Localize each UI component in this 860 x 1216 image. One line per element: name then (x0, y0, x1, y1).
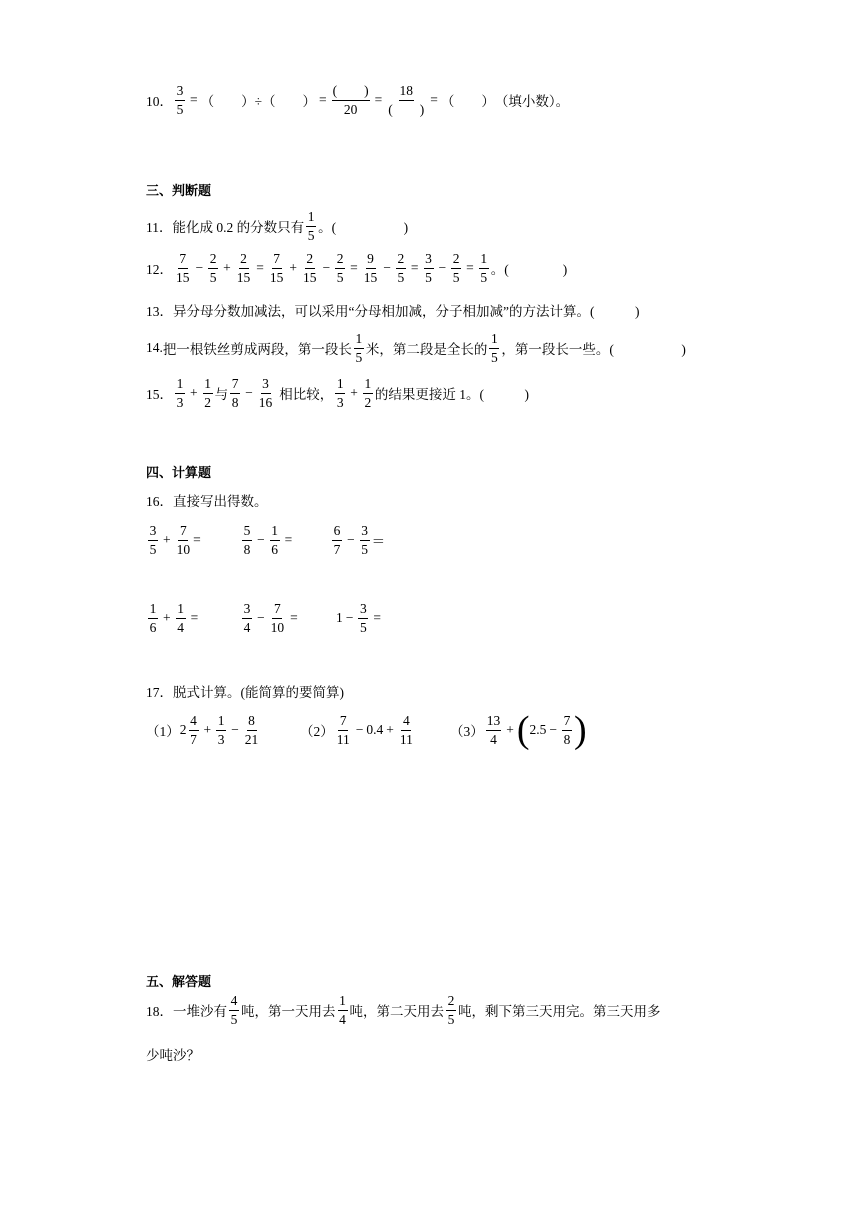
answer-parens: 。( ) (318, 220, 409, 235)
operator: − (322, 260, 331, 275)
blank-parens: （ ） (440, 94, 495, 109)
fraction: $\frac{3}{5}$ (176, 83, 184, 117)
section-heading-judge: 三、判断题 (146, 184, 212, 199)
fraction: $\frac{2}{5}$ (452, 251, 460, 285)
fraction: $\frac{1}{5}$ (355, 331, 363, 365)
fraction: $\frac{9}{15}$ (363, 251, 378, 285)
fraction: $\frac{2}{15}$ (303, 251, 317, 285)
calc-item: 1 − $\frac{3}{5}$ = (336, 601, 381, 635)
question-16 (146, 490, 268, 510)
question-17 (146, 681, 344, 701)
question-text: 把一根铁丝剪成两段，第一段长 (162, 342, 352, 357)
fraction: $\frac{4}{7}$ (190, 713, 197, 747)
calc-item: $\frac{3}{4}$ − $\frac{7}{10}$ = (243, 601, 298, 635)
question-18-line2: 少吨沙？ (146, 1048, 200, 1063)
question-text: ，第一段长一些。( ) (501, 342, 686, 357)
left-paren: ( (516, 709, 530, 751)
question-number: 11． (146, 220, 173, 235)
expression (173, 252, 491, 284)
question-number: 17． (146, 685, 173, 700)
fraction: $\frac{8}{21}$ (244, 713, 259, 747)
fraction: $\frac{1}{5}$ (480, 251, 488, 285)
fraction: $\frac{3}{5}$ (425, 251, 432, 285)
operator: + (289, 260, 297, 275)
right-paren: ) (574, 709, 587, 751)
calc-item-1: （1） 2 $\frac{4}{7}$ + $\frac{1}{3}$ − $\frac{8}{21}$ (146, 713, 259, 747)
fraction: $\frac{3}{4}$ (243, 601, 251, 635)
question-11 (146, 206, 408, 246)
operator: − (438, 260, 447, 275)
fraction: $\frac{1}{6}$ (149, 601, 157, 635)
question-text: 米，第二段是全长的 (365, 342, 488, 357)
question-14 (146, 328, 686, 368)
question-18: 18． 一堆沙有 $\frac{4}{5}$ 吨，第一天用去 $\frac{1}{4}$ 吨，第二天用去 $\frac{2}{5}$ 吨，剩下第三天用完。第三天用多 (146, 993, 661, 1027)
fraction: $\frac{7}{15}$ (176, 251, 190, 285)
calc-item: $\frac{3}{5}$ + $\frac{7}{10}$ = (149, 523, 201, 557)
fraction: $\frac{7}{8}$ (231, 376, 239, 410)
fraction: $\frac{18}{( )}$ (388, 83, 425, 117)
fraction: $\frac{1}{5}$ (307, 209, 315, 243)
question-12 (146, 248, 567, 288)
fraction: $\frac{1}{3}$ (336, 376, 344, 410)
fraction: $\frac{1}{5}$ (491, 331, 498, 365)
fraction: $\frac{3}{5}$ (361, 523, 368, 557)
fraction: $\frac{3}{5}$ (360, 601, 367, 635)
question-15: 15． $\frac{1}{3}$ + $\frac{1}{2}$ 与 $\frac{7}{8}$ − $\frac{3}{16}$ 相比较， $\frac{1}{3}$ + $\frac{1}{2}$ 的结果更接近 1。( ) (146, 376, 529, 410)
question-number: 14. (146, 340, 163, 355)
operator: = (410, 260, 419, 275)
operator: = (256, 260, 264, 275)
fraction: $\frac{6}{7}$ (333, 523, 341, 557)
fraction: $\frac{2}{5}$ (209, 251, 217, 285)
fraction: $\frac{7}{10}$ (270, 601, 285, 635)
blank-parens: （ ）÷（ ） (200, 94, 317, 109)
fraction: $\frac{1}{4}$ (339, 993, 346, 1027)
section-heading-answer: 五、解答题 (146, 975, 212, 990)
fraction: $\frac{1}{2}$ (204, 376, 211, 410)
fraction: $\frac{3}{5}$ (149, 523, 157, 557)
operator: − (383, 260, 391, 275)
operator: = (466, 260, 474, 275)
question-13 (146, 300, 639, 320)
question-number: 18． (146, 1004, 173, 1019)
question-10: 10． $\frac{3}{5}$ = （ ）÷（ ） = $\frac{( )}{20}$ = $\frac{18}{( )}$ = （ ） （填小数）。 (146, 83, 570, 117)
calc-item: $\frac{6}{7}$ − $\frac{3}{5}$ ＝ (333, 523, 386, 557)
question-text: 直接写出得数。 (173, 494, 268, 509)
calc-item-3: （3） $\frac{13}{4}$ + ( 2.5 − $\frac{7}{8}$ ) (450, 709, 587, 751)
fraction: $\frac{2}{5}$ (397, 251, 405, 285)
question-number: 15． (146, 387, 173, 402)
question-text: （填小数）。 (494, 94, 570, 109)
operator: = (350, 260, 358, 275)
fraction: $\frac{1}{4}$ (177, 601, 184, 635)
calc-item-2: （2） $\frac{7}{11}$ − 0.4 + $\frac{4}{11}$ (300, 713, 413, 747)
question-number: 13． (146, 304, 173, 319)
question-number: 12． (146, 262, 173, 277)
fraction: $\frac{1}{3}$ (176, 376, 184, 410)
section-heading-calc: 四、计算题 (146, 466, 212, 481)
fraction: $\frac{1}{3}$ (217, 713, 225, 747)
fraction: $\frac{7}{8}$ (563, 713, 571, 747)
answer-parens: 。( ) (490, 262, 568, 277)
question-text: 能化成 0.2 的分数只有 (172, 220, 305, 235)
fraction: $\frac{13}{4}$ (486, 713, 501, 747)
question-text: 脱式计算。(能简算的要简算) (173, 685, 344, 700)
fraction: $\frac{7}{15}$ (269, 251, 284, 285)
calc-item: $\frac{1}{6}$ + $\frac{1}{4}$ = (149, 601, 199, 635)
operator: + (223, 260, 231, 275)
fraction: $\frac{3}{16}$ (258, 376, 273, 410)
operator: − (195, 260, 204, 275)
fraction: $\frac{4}{5}$ (230, 993, 238, 1027)
fraction: $\frac{1}{6}$ (271, 523, 278, 557)
fraction: $\frac{7}{10}$ (176, 523, 191, 557)
fraction: $\frac{7}{11}$ (336, 713, 350, 747)
fraction: $\frac{1}{2}$ (364, 376, 372, 410)
fraction: $\frac{4}{11}$ (399, 713, 413, 747)
fraction: $\frac{2}{5}$ (447, 993, 455, 1027)
fraction: $\frac{5}{8}$ (243, 523, 251, 557)
question-number: 10． (146, 94, 173, 109)
fraction: $\frac{( )}{20}$ (332, 83, 369, 117)
calc-item: $\frac{5}{8}$ − $\frac{1}{6}$ = (243, 523, 293, 557)
fraction: $\frac{2}{5}$ (336, 251, 344, 285)
question-number: 16． (146, 494, 173, 509)
question-text: 异分母分数加减法，可以采用“分母相加减，分子相加减”的方法计算。( ) (173, 304, 640, 319)
fraction: $\frac{2}{15}$ (236, 251, 251, 285)
